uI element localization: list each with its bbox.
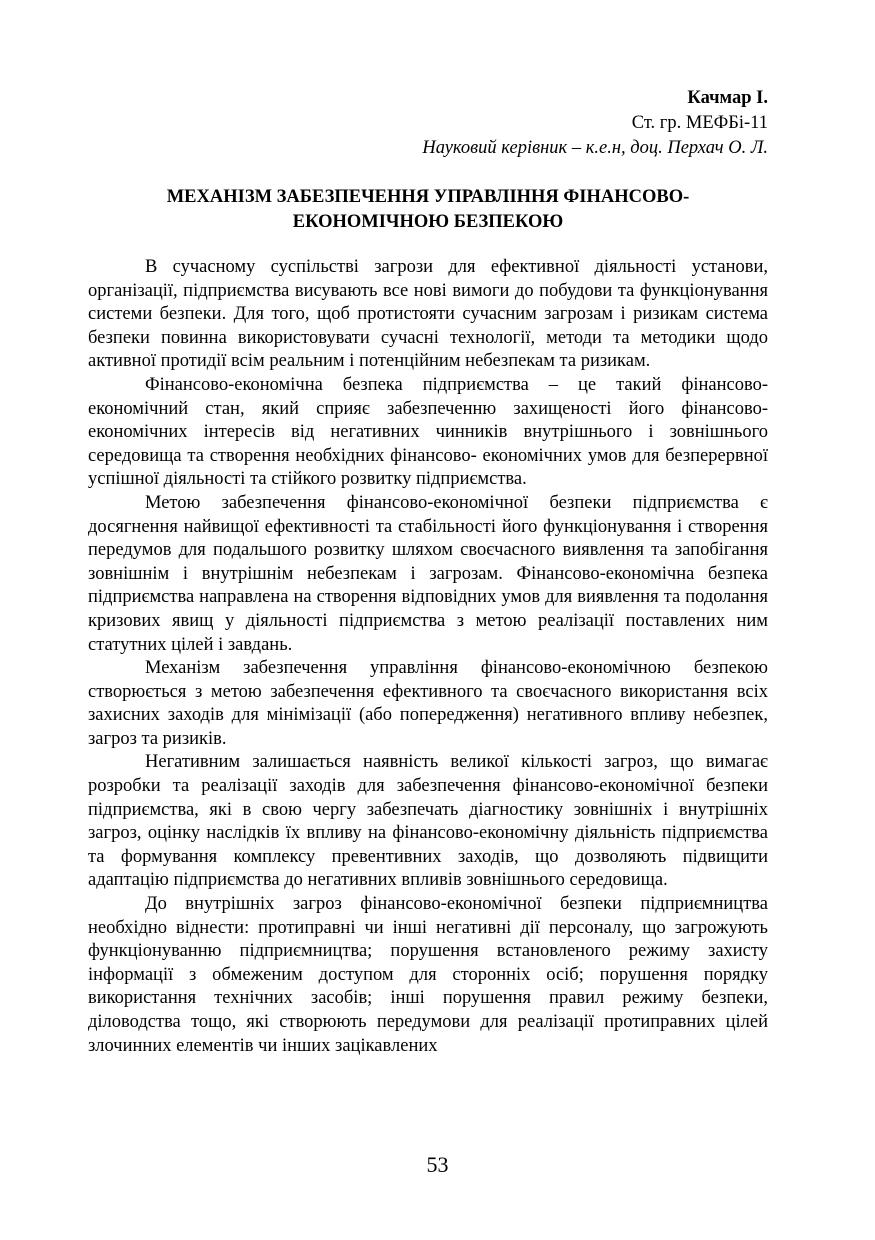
article-body	[88, 256, 768, 1058]
paragraph-5: Негативним залишається наявність великої кількості загроз, що вимагає розробки та реалізації заходів для забезпечення фінансово-економічної безпеки підприємства, які в свою чергу забезпечать діагностику зовнішніх і внутрішніх загроз, оцінку наслідків їх впливу на фінансово-економічну діяльність підприємства та формування комплексу превентивних заходів, що дозволяють підвищити адаптацію підприємства до негативних впливів зовнішнього середовища.	[88, 752, 768, 891]
article-title-line-2: ЕКОНОМІЧНОЮ БЕЗПЕКОЮ	[292, 212, 564, 232]
paragraph-4: Механізм забезпечення управління фінансово-економічною безпекою створюється з метою забезпечення ефективного та своєчасного використання всіх захисних заходів для мінімізації (або попередження) негативного впливу небезпек, загроз та ризиків.	[88, 658, 768, 749]
scientific-advisor: Науковий керівник – к.е.н, доц. Перхач О. Л.	[422, 138, 768, 158]
document-page	[88, 86, 768, 1058]
paragraph-2: Фінансово-економічна безпека підприємства – це такий фінансово-економічний стан, який сприяє забезпеченню захищеності його фінансово-економічних інтересів від негативних чинників внутрішнього і зовнішнього середовища та створення необхідних фінансово- економічних умов для безперервної успішної діяльності та стійкого розвитку підприємства.	[88, 374, 768, 490]
paragraph-6: До внутрішніх загроз фінансово-економічної безпеки підприємництва необхідно віднести: протиправні чи інші негативні дії персоналу, що загрожують функціонуванню підприємництва; порушення встановленого режиму захисту інформації з обмеженим доступом для сторонніх осіб; порушення порядку використання технічних засобів; інші порушення правил режиму безпеки, діловодства тощо, які створюють передумови для реалізації протиправних цілей злочинних елементів чи інших зацікавлених	[88, 894, 768, 1056]
paragraph-3: Метою забезпечення фінансово-економічної безпеки підприємства є досягнення найвищої ефективності та стабільності його функціонування і створення передумов для подальшого розвитку шляхом своєчасного виявлення та запобігання зовнішнім і внутрішнім небезпекам і загрозам. Фінансово-економічна безпека підприємства направлена на створення відповідних умов для виявлення та подолання кризових явищ у діяльності підприємства з метою реалізації поставлених ним статутних цілей і завдань.	[88, 492, 768, 655]
author-name: Качмар І.	[687, 88, 768, 108]
paragraph-1: В сучасному суспільстві загрози для ефективної діяльності установи, організації, підприємства висувають все нові вимоги до побудови та функціонування системи безпеки. Для того, щоб протистояти сучасним загрозам і ризикам система безпеки повинна використовувати сучасні технології, методи та методики щодо активної протидії всім реальним і потенційним небезпекам та ризикам.	[88, 257, 768, 372]
article-title-line-1: МЕХАНІЗМ ЗАБЕЗПЕЧЕННЯ УПРАВЛІННЯ ФІНАНСОВО-	[166, 187, 690, 207]
author-block	[88, 86, 768, 161]
student-group: Ст. гр. МЕФБі-11	[631, 113, 768, 133]
page-number: 53	[426, 1152, 449, 1177]
article-title	[88, 185, 768, 235]
